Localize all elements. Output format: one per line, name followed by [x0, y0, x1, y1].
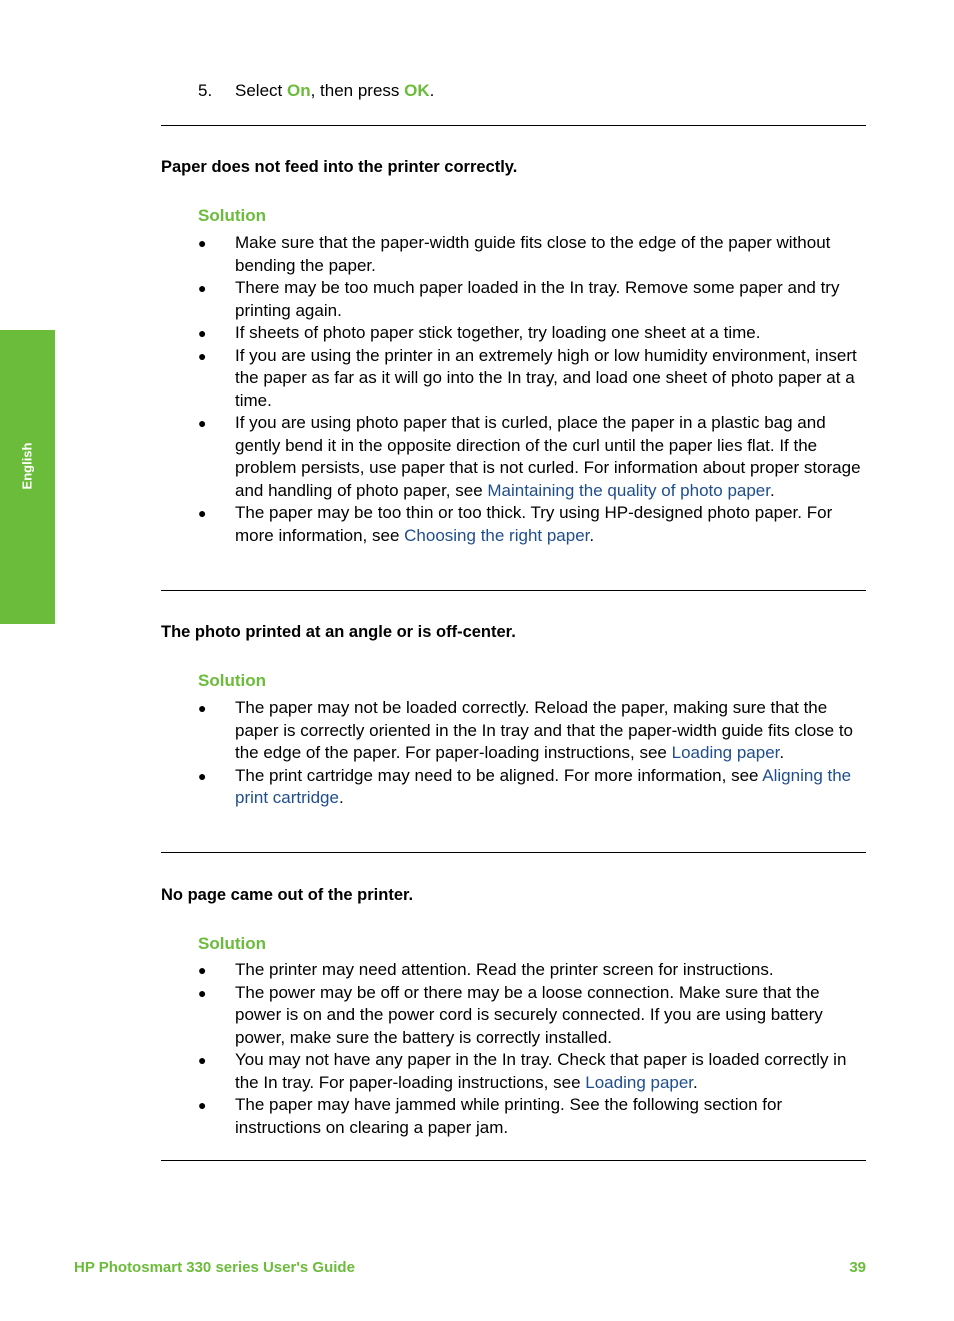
bullet-icon: ●: [198, 1052, 207, 1068]
bullet-text: If sheets of photo paper stick together, try loading one sheet at a time.: [235, 323, 761, 342]
list-item: [198, 959, 866, 982]
bullet-text: .: [338, 788, 344, 807]
bullet-text: The printer may need attention. Read the printer screen for instructions.: [235, 960, 774, 979]
bullet-text: If you are using the printer in an extremely high or low humidity environment, insert the paper as far as it will go into the In tray, and load one sheet of photo paper at a time.: [235, 345, 857, 410]
link-loading-paper[interactable]: Loading paper: [585, 1072, 694, 1092]
section-heading: No page came out of the printer.: [161, 886, 414, 904]
bullet-text: You may not have any paper in the In tray. Check that paper is loaded correctly in the In tray. For paper-loading instructions, see: [235, 1050, 847, 1092]
bullet-icon: ●: [198, 984, 207, 1001]
footer-page-number: 39: [849, 1259, 866, 1276]
divider: [161, 852, 866, 853]
step-text: Select: [235, 81, 287, 100]
section-heading: The photo printed at an angle or is off-center.: [161, 623, 516, 641]
list-item: [198, 412, 866, 502]
bullet-icon: ●: [198, 235, 207, 251]
bullet-text: Make sure that the paper-width guide fits close to the edge of the paper without bending the paper.: [235, 233, 831, 275]
list-item: [198, 277, 866, 322]
list-item: [198, 232, 866, 277]
list-item: [198, 502, 866, 547]
list-item: [198, 1094, 866, 1139]
bullet-text: The paper may not be loaded correctly. Reload the paper, making sure that the paper is correctly oriented in the In tray and that the paper-width guide fits close to the edge of the paper. For paper-loading instructions, see: [235, 698, 854, 762]
bullet-text: If you are using photo paper that is curled, place the paper in a plastic bag and gently bend it in the opposite direction of the curl until the paper lies flat. If the problem persists, use paper that is not curled. For information about proper storage and handling of photo paper, see: [235, 413, 861, 500]
list-item: [198, 765, 866, 810]
bullet-icon: ●: [198, 347, 207, 364]
bullet-text: .: [779, 743, 785, 762]
step-text: , then press: [310, 81, 405, 100]
bullet-text: There may be too much paper loaded in the In tray. Remove some paper and try printing again.: [235, 278, 840, 320]
bullet-text: The paper may have jammed while printing. See the following section for instructions on clearing a paper jam.: [235, 1095, 783, 1137]
solution-label: Solution: [198, 671, 266, 690]
solution-label: Solution: [198, 206, 266, 225]
step-text: .: [429, 81, 435, 100]
bullet-text: .: [769, 480, 775, 500]
bullet-icon: ●: [198, 325, 207, 341]
link-aligning-cartridge[interactable]: Aligning the print cartridge: [235, 765, 852, 807]
list-item: [198, 1049, 866, 1094]
step-number: 5.: [198, 81, 213, 100]
list-item: [198, 345, 866, 413]
footer-guide-title: HP Photosmart 330 series User's Guide: [74, 1259, 355, 1276]
bullet-icon: ●: [198, 1097, 207, 1113]
bullet-text: The power may be off or there may be a loose connection. Make sure that the power is on and the power cord is securely connected. If you are using battery power, make sure the battery is correctly installed.: [235, 982, 823, 1047]
list-item: [198, 322, 866, 345]
list-item: [198, 697, 866, 765]
bullet-text: The paper may be too thin or too thick. Try using HP-designed photo paper. For more information, see: [235, 503, 833, 545]
step-5: [198, 80, 434, 102]
bullet-text: The print cartridge may need to be aligned. For more information, see: [235, 765, 763, 785]
ok-button-ref: OK: [404, 81, 430, 100]
bullet-text: .: [589, 525, 595, 545]
link-maintaining-photo-paper[interactable]: Maintaining the quality of photo paper: [487, 480, 770, 500]
list-item: [198, 982, 866, 1050]
solution-list: [198, 959, 866, 1139]
divider: [161, 590, 866, 591]
bullet-icon: ●: [198, 962, 207, 978]
link-loading-paper[interactable]: Loading paper: [671, 743, 780, 762]
bullet-icon: ●: [198, 280, 207, 296]
bullet-text: .: [693, 1072, 698, 1092]
on-option: On: [286, 81, 311, 100]
bullet-icon: ●: [198, 505, 207, 521]
section-heading: Paper does not feed into the printer correctly.: [161, 158, 518, 176]
solution-list: [198, 232, 866, 547]
bullet-icon: ●: [198, 415, 207, 431]
divider: [161, 1160, 866, 1161]
bullet-icon: ●: [198, 700, 207, 716]
solution-label: Solution: [198, 934, 266, 953]
link-choosing-right-paper[interactable]: Choosing the right paper: [404, 525, 590, 545]
language-tab-label: English: [19, 442, 35, 490]
bullet-icon: ●: [198, 767, 207, 784]
solution-list: [198, 697, 866, 810]
divider: [161, 125, 866, 126]
